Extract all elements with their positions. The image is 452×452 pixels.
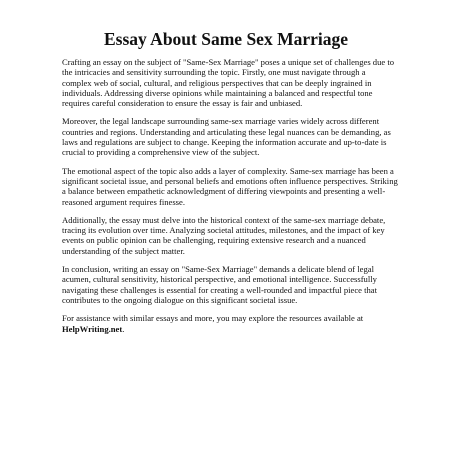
paragraph-line: crucial to providing a comprehensive view of the subject.: [62, 147, 260, 158]
paragraph-3: [62, 166, 414, 207]
paragraph-5: [62, 264, 414, 305]
paragraph-line: complex web of social, cultural, and religious perspectives that can be deeply ingrained in: [62, 77, 372, 88]
document-title: Essay About Same Sex Marriage: [103, 29, 349, 49]
paragraph-line: countries and regions. Understanding and articulating these legal nuances can be demanding, as: [62, 126, 391, 137]
paragraph-line: navigating these challenges is essential for creating a well-rounded and impactful piece that: [62, 284, 377, 295]
paragraph-line: acumen, cultural sensitivity, historical perspective, and emotional intelligence. Successfully: [62, 274, 377, 285]
paragraph-line: the intricacies and sensitivity surrounding the topic. Firstly, one must navigate through a: [62, 67, 366, 78]
closing-punctuation: .: [122, 323, 125, 334]
paragraph-2: [62, 116, 414, 157]
paragraph-line: Additionally, the essay must delve into the historical context of the same-sex marriage debate,: [62, 214, 386, 225]
paragraph-line: individuals. Addressing diverse opinions while maintaining a balanced and respectful tone: [62, 87, 373, 98]
paragraph-line: events on public opinion can be challenging, requiring extensive research and a nuanced: [62, 235, 366, 246]
paragraph-4: [62, 215, 414, 256]
closing-paragraph: [62, 313, 414, 334]
document-body: [62, 57, 414, 342]
paragraph-line: understanding of the subject matter.: [62, 245, 185, 256]
paragraph-line: a balance between empathetic acknowledgment of differing viewpoints and presenting a well-: [62, 186, 386, 197]
paragraph-line: Moreover, the legal landscape surrounding same-sex marriage varies widely across different: [62, 116, 380, 127]
paragraph-1: [62, 57, 414, 108]
helpwriting-link[interactable]: HelpWriting.net: [62, 323, 123, 334]
paragraph-line: reasoned argument requires finesse.: [62, 196, 185, 207]
closing-link-line: [62, 324, 414, 334]
paragraph-line: requires careful consideration to ensure the essay is fair and unbiased.: [62, 98, 303, 109]
paragraph-line: In conclusion, writing an essay on "Same-Sex Marriage" demands a delicate blend of legal: [62, 264, 374, 275]
paragraph-line: laws and regulations are subject to change. Keeping the information accurate and up-to-date is: [62, 137, 387, 148]
paragraph-line: significant societal issue, and personal beliefs and emotions often influence perspectives. Striking: [62, 175, 398, 186]
closing-line: For assistance with similar essays and more, you may explore the resources available at: [62, 313, 364, 324]
paragraph-line: tracing its evolution over time. Analyzing societal attitudes, milestones, and the impact of key: [62, 225, 385, 236]
paragraph-line: Crafting an essay on the subject of "Same-Sex Marriage" poses a unique set of challenges due to: [62, 57, 395, 67]
paragraph-line: The emotional aspect of the topic also adds a layer of complexity. Same-sex marriage has been a: [62, 165, 394, 176]
paragraph-line: contributes to the ongoing dialogue on this significant societal issue.: [62, 294, 298, 305]
